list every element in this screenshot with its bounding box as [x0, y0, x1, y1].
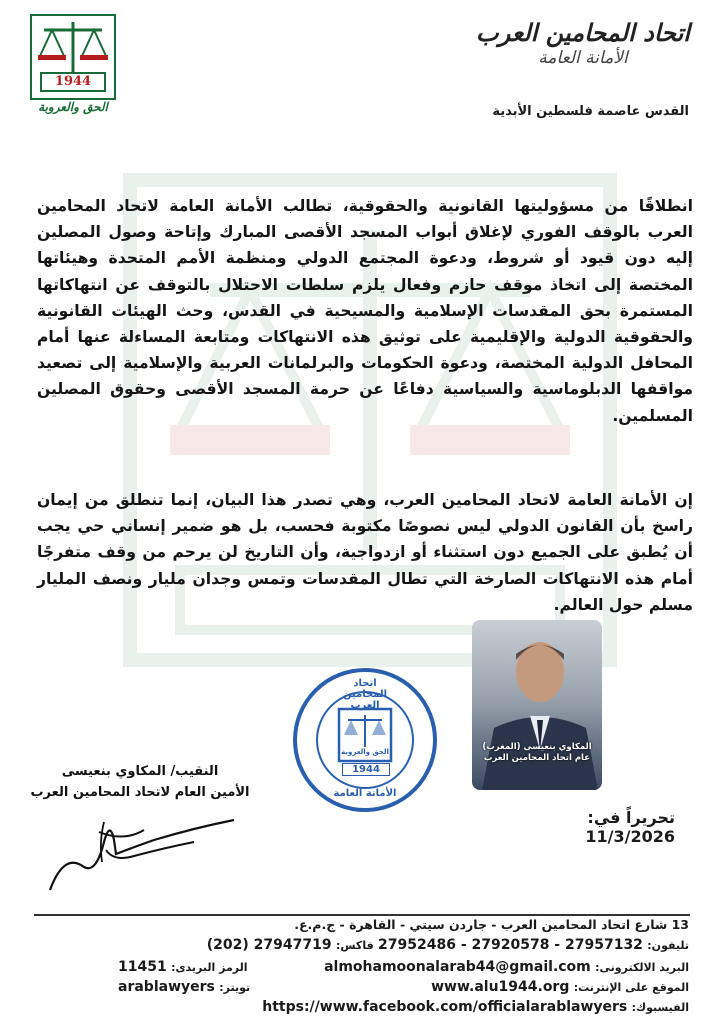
stamp-bottom-text: الأمانة العامة — [333, 788, 397, 799]
facebook-link[interactable]: https://www.facebook.com/officialarablawyers — [262, 999, 628, 1015]
org-name: اتحاد المحامين العرب — [476, 18, 690, 47]
person-icon — [472, 620, 602, 790]
scales-icon — [32, 18, 114, 80]
signatory-title: الأمين العام لاتحاد المحامين العرب — [30, 785, 250, 800]
footer-twitter — [118, 979, 250, 995]
date-value: 11/3/2026 — [585, 827, 675, 846]
postal-label: الرمز البريدى: — [171, 961, 248, 974]
signatory-name: النقيب/ المكاوي بنعيسى — [61, 764, 219, 779]
logo-year: 1944 — [40, 72, 106, 92]
logo-motto: الحق والعروبة — [38, 100, 108, 114]
footer-phones-line — [207, 937, 689, 953]
website-link[interactable]: www.alu1944.org — [431, 979, 570, 995]
stamp-motto: الحق والعروبة — [341, 748, 389, 756]
photo-caption-line-2: عام اتحاد المحامين العرب — [483, 753, 591, 763]
fax-number: (202) 27947719 — [206, 937, 332, 953]
twitter-handle[interactable]: arablawyers — [118, 979, 215, 995]
org-subtitle: الأمانة العامة — [538, 48, 628, 68]
website-label: الموقع على الإنترنت: — [573, 981, 689, 994]
body-paragraph-1: انطلاقًا من مسؤوليتها القانونية والحقوقية، تطالب الأمانة العامة لاتحاد المحامين العرب بالوقف الفوري لإغلاق أبواب المسجد الأقصى المبارك وإتاحة وصول المصلين إليه دون قيود أو شروط، ودعوة المجتمع الدولي ومنظمة الأمم المتحدة وهيئاتها المختصة إلى اتخاذ موقف حازم وفعال يلزم سلطات الاحتلال بالتوقف عن انتهاكاتها المستمرة بحق المقدسات الإسلامية والمسيحية في القدس، وحث الهيئات القانونية والحقوقية الدولية والإقليمية على توثيق هذه الانتهاكات ومتابعة المساءلة عنها أمام المحافل الدولية المختصة، ودعوة الحكومات والبرلمانات العربية والإسلامية إلى تصعيد مواقفها الدبلوماسية والسياسية دفاعًا عن حرمة المسجد الأقصى وحقوق المصلين المسلمين. — [37, 197, 693, 425]
stamp-year: 1944 — [342, 763, 390, 776]
tagline: القدس عاصمة فلسطين الأبدية — [492, 104, 689, 119]
email-address[interactable]: almohamoonalarab44@gmail.com — [324, 959, 591, 975]
footer-divider — [34, 914, 690, 916]
official-stamp — [290, 665, 440, 815]
facebook-label: الفيسبوك: — [631, 1001, 689, 1014]
footer-website-line — [431, 979, 689, 995]
twitter-label: تويتر: — [219, 981, 251, 994]
handwritten-signature — [44, 812, 244, 902]
postal-code: 11451 — [118, 959, 167, 975]
footer-email-line — [324, 959, 689, 975]
phone-numbers: 27952486 - 27920578 - 27957132 — [378, 937, 643, 953]
footer-postal — [118, 959, 248, 975]
footer-address: 13 شارع اتحاد المحامين العرب - جاردن سيتي - القاهرة - ج.م.ع. — [294, 917, 689, 932]
footer-facebook-line — [262, 999, 689, 1015]
stamp-ring-text: اتحاد المحامين العرب — [342, 678, 388, 711]
issue-date — [505, 808, 675, 846]
portrait-photo — [472, 620, 602, 790]
date-label: تحريراً في: — [587, 808, 675, 827]
email-label: البريد الالكترونى: — [595, 961, 689, 974]
body-paragraph-2: إن الأمانة العامة لاتحاد المحامين العرب، وهي تصدر هذا البيان، إنما تنطلق من إيمان راسخ بأن القانون الدولي ليس نصوصًا مكتوبة فحسب، بل هو ضمير إنساني حي يجب أن يُطبق على الجميع دون استثناء أو ازدواجية، وأن التاريخ لن يرحم من وقف متفرجًا أمام هذه الانتهاكات الصارخة التي تطال المقدسات وتمس وجدان مليار ونصف المليار مسلم حول العالم. — [37, 491, 693, 614]
photo-caption-line-1: المكاوي بنعيسى (المغرب) — [482, 742, 592, 752]
fax-label: فاكس: — [335, 939, 374, 952]
phone-label: تليفون: — [647, 939, 689, 952]
union-logo — [30, 14, 116, 100]
